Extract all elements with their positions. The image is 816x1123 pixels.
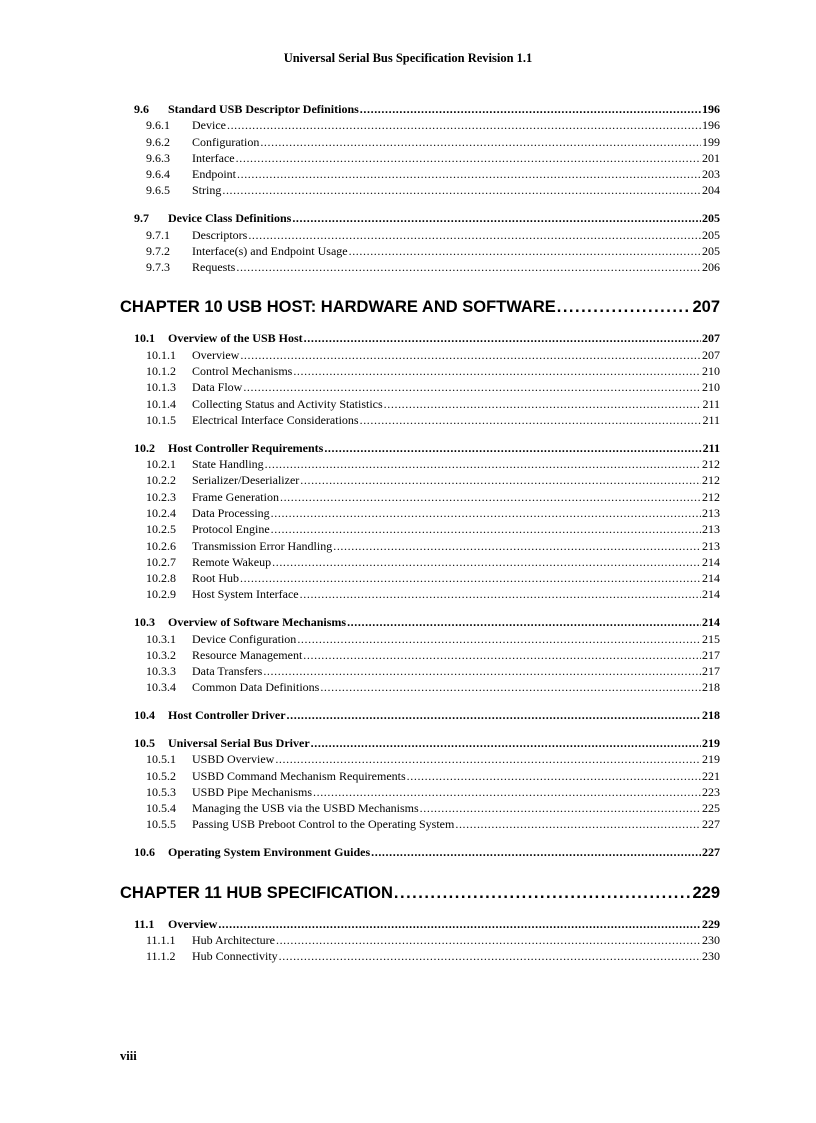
toc-entry-number: 10.3.3 — [146, 664, 176, 679]
toc-entry-page: 225 — [702, 801, 720, 816]
toc-subsection-entry[interactable] — [134, 505, 720, 521]
dot-leader — [304, 330, 701, 346]
toc-entry-page: 205 — [702, 211, 720, 226]
dot-leader — [394, 883, 692, 903]
toc-entry-title: Data Transfers — [192, 664, 263, 679]
toc-entry-page: 214 — [702, 615, 720, 630]
toc-subsection-entry[interactable] — [134, 182, 720, 198]
toc-entry-page: 210 — [702, 364, 720, 379]
toc-entry-title: Device — [192, 118, 226, 133]
toc-entry-title: Overview of Software Mechanisms — [168, 615, 347, 630]
toc-section-entry[interactable] — [134, 916, 720, 932]
toc-entry-title: String — [192, 183, 222, 198]
toc-entry-title: Serializer/Deserializer — [192, 473, 300, 488]
toc-entry-page: 201 — [702, 150, 720, 165]
toc-entry-page: 219 — [702, 736, 720, 750]
toc-entry-number: 10.5.4 — [146, 801, 176, 816]
toc-entry-title: Configuration — [192, 134, 260, 149]
toc-entry-title: Hub Architecture — [192, 932, 275, 947]
toc-entry-page: 219 — [702, 752, 720, 767]
toc-entry-page: 227 — [702, 817, 720, 832]
toc-entry-number: 10.1.4 — [146, 396, 176, 411]
toc-entry-page: 213 — [702, 538, 720, 553]
toc-section-entry[interactable] — [134, 210, 720, 226]
toc-entry-page: 230 — [702, 932, 720, 947]
toc-entry-page: 211 — [702, 412, 720, 427]
toc-entry-page: 212 — [702, 473, 720, 488]
dot-leader — [236, 150, 701, 166]
toc-entry-page: 218 — [702, 708, 720, 723]
toc-entry-title: Host System Interface — [192, 587, 299, 602]
toc-entry-title: Resource Management — [192, 647, 303, 662]
toc-subsection-entry[interactable] — [134, 363, 720, 379]
toc-subsection-entry[interactable] — [134, 472, 720, 488]
toc-entry-number: 11.1.2 — [146, 949, 176, 964]
toc-entry-number: 10.6 — [134, 845, 155, 860]
toc-entry-title: Managing the USB via the USBD Mechanisms — [192, 801, 419, 816]
toc-entry-number: 9.6.2 — [146, 134, 170, 149]
toc-entry-title: CHAPTER 11 HUB SPECIFICATION — [120, 883, 393, 902]
toc-entry-title: Overview — [192, 347, 240, 362]
toc-section-entry[interactable] — [134, 844, 720, 860]
toc-entry-title: Universal Serial Bus Driver — [168, 736, 310, 750]
toc-entry-page: 204 — [702, 183, 720, 198]
dot-leader — [324, 440, 701, 456]
dot-leader — [218, 916, 701, 932]
dot-leader — [240, 347, 701, 363]
toc-subsection-entry[interactable] — [134, 347, 720, 363]
toc-subsection-entry[interactable] — [134, 679, 720, 695]
toc-entry-title: USBD Overview — [192, 752, 275, 767]
toc-subsection-entry[interactable] — [134, 412, 720, 428]
toc-entry-title: Frame Generation — [192, 489, 279, 504]
toc-entry-page: 221 — [702, 768, 720, 783]
dot-leader — [557, 297, 692, 317]
toc-entry-page: 212 — [702, 457, 720, 472]
toc-entry-number: 10.2.4 — [146, 505, 176, 520]
toc-entry-number: 10.3.4 — [146, 680, 176, 695]
dot-leader — [272, 554, 701, 570]
toc-entry-title: Control Mechanisms — [192, 364, 293, 379]
toc-entry-page: 210 — [702, 380, 720, 395]
toc-entry-page: 229 — [702, 916, 720, 931]
toc-entry-page: 230 — [702, 949, 720, 964]
toc-subsection-entry[interactable] — [134, 243, 720, 259]
toc-entry-page: 217 — [702, 647, 720, 662]
toc-entry-number: 9.7.3 — [146, 260, 170, 275]
dot-leader — [237, 166, 701, 182]
dot-leader — [280, 489, 701, 505]
toc-entry-page: 207 — [702, 331, 720, 346]
toc-entry-page: 229 — [692, 883, 720, 902]
toc-entry-title: Transmission Error Handling — [192, 538, 333, 553]
toc-entry-number: 10.5 — [134, 736, 155, 750]
toc-subsection-entry[interactable] — [134, 663, 720, 679]
dot-leader — [384, 396, 702, 412]
toc-entry-title: Host Controller Requirements — [168, 440, 324, 455]
toc-entry-number: 10.2 — [134, 440, 155, 455]
dot-leader — [349, 243, 701, 259]
table-of-contents — [120, 101, 720, 964]
toc-subsection-entry[interactable] — [134, 166, 720, 182]
toc-section-entry[interactable] — [134, 330, 720, 346]
dot-leader — [276, 932, 701, 948]
toc-entry-title: Data Flow — [192, 380, 243, 395]
toc-subsection-entry[interactable] — [134, 227, 720, 243]
toc-entry-number: 9.6.5 — [146, 183, 170, 198]
toc-entry-title: Standard USB Descriptor Definitions — [168, 102, 359, 116]
toc-section-entry[interactable] — [134, 707, 720, 723]
toc-entry-number: 10.2.6 — [146, 538, 176, 553]
dot-leader — [265, 456, 701, 472]
toc-entry-title: Overview — [168, 916, 218, 931]
toc-chapter-entry[interactable] — [120, 297, 720, 317]
dot-leader — [311, 735, 701, 751]
toc-section-entry[interactable] — [134, 735, 720, 751]
toc-entry-number: 11.1 — [134, 916, 155, 931]
dot-leader — [287, 707, 701, 723]
toc-entry-page: 206 — [702, 260, 720, 275]
toc-entry-page: 196 — [702, 102, 720, 116]
toc-entry-number: 9.7 — [134, 211, 149, 226]
toc-entry-page: 196 — [702, 118, 720, 133]
dot-leader — [371, 844, 701, 860]
toc-entry-title: CHAPTER 10 USB HOST: HARDWARE AND SOFTWARE — [120, 298, 556, 317]
toc-entry-number: 10.2.5 — [146, 522, 176, 537]
dot-leader — [320, 679, 701, 695]
toc-entry-page: 214 — [702, 554, 720, 569]
toc-entry-number: 9.6.1 — [146, 118, 170, 133]
toc-entry-page: 217 — [702, 664, 720, 679]
toc-subsection-entry[interactable] — [134, 800, 720, 816]
dot-leader — [275, 751, 701, 767]
toc-chapter-entry[interactable] — [120, 883, 720, 903]
dot-leader — [300, 472, 701, 488]
toc-entry-title: Interface — [192, 150, 235, 165]
toc-entry-title: Requests — [192, 260, 236, 275]
toc-subsection-entry[interactable] — [134, 768, 720, 784]
dot-leader — [243, 379, 701, 395]
toc-entry-number: 10.5.3 — [146, 784, 176, 799]
toc-entry-title: Host Controller Driver — [168, 708, 286, 723]
toc-section-entry[interactable] — [134, 614, 720, 630]
toc-entry-page: 207 — [692, 298, 720, 317]
dot-leader — [293, 363, 701, 379]
toc-subsection-entry[interactable] — [134, 554, 720, 570]
toc-entry-number: 9.7.2 — [146, 243, 170, 258]
toc-entry-number: 10.5.5 — [146, 817, 176, 832]
dot-leader — [222, 182, 701, 198]
toc-subsection-entry[interactable] — [134, 396, 720, 412]
toc-subsection-entry[interactable] — [134, 134, 720, 150]
toc-entry-title: Interface(s) and Endpoint Usage — [192, 243, 348, 258]
toc-entry-title: Root Hub — [192, 571, 240, 586]
toc-section-entry[interactable] — [134, 440, 720, 456]
dot-leader — [300, 586, 701, 602]
toc-entry-page: 218 — [702, 680, 720, 695]
toc-entry-number: 9.6.4 — [146, 167, 170, 182]
toc-entry-title: Descriptors — [192, 227, 248, 242]
toc-entry-title: Collecting Status and Activity Statistics — [192, 396, 383, 411]
toc-entry-number: 10.2.8 — [146, 571, 176, 586]
toc-entry-number: 10.1.1 — [146, 347, 176, 362]
toc-subsection-entry[interactable] — [134, 259, 720, 275]
toc-entry-page: 223 — [702, 784, 720, 799]
toc-entry-page: 212 — [702, 489, 720, 504]
dot-leader — [313, 784, 701, 800]
dot-leader — [360, 101, 701, 117]
toc-entry-title: State Handling — [192, 457, 264, 472]
dot-leader — [292, 210, 701, 226]
toc-entry-number: 10.1.2 — [146, 364, 176, 379]
toc-entry-title: Data Processing — [192, 505, 270, 520]
toc-entry-title: Passing USB Preboot Control to the Operating System — [192, 817, 455, 832]
toc-entry-page: 227 — [702, 845, 720, 860]
toc-entry-title: Operating System Environment Guides — [168, 845, 371, 860]
toc-entry-number: 9.6.3 — [146, 150, 170, 165]
toc-entry-number: 10.1 — [134, 331, 155, 346]
toc-entry-title: Common Data Definitions — [192, 680, 320, 695]
toc-subsection-entry[interactable] — [134, 784, 720, 800]
toc-entry-page: 205 — [702, 227, 720, 242]
toc-entry-title: Device Configuration — [192, 631, 297, 646]
toc-subsection-entry[interactable] — [134, 150, 720, 166]
toc-entry-page: 211 — [702, 396, 720, 411]
dot-leader — [360, 412, 702, 428]
toc-subsection-entry[interactable] — [134, 117, 720, 133]
toc-entry-number: 10.5.2 — [146, 768, 176, 783]
toc-entry-number: 10.2.2 — [146, 473, 176, 488]
dot-leader — [227, 117, 701, 133]
toc-entry-number: 10.1.3 — [146, 380, 176, 395]
dot-leader — [271, 505, 701, 521]
dot-leader — [260, 134, 701, 150]
toc-subsection-entry[interactable] — [134, 521, 720, 537]
page-number: viii — [120, 1049, 137, 1063]
toc-entry-title: USBD Pipe Mechanisms — [192, 784, 312, 799]
toc-entry-page: 214 — [702, 587, 720, 602]
toc-entry-title: Remote Wakeup — [192, 554, 272, 569]
toc-entry-page: 213 — [702, 522, 720, 537]
toc-entry-number: 10.1.5 — [146, 412, 176, 427]
toc-entry-page: 207 — [702, 347, 720, 362]
dot-leader — [347, 614, 701, 630]
toc-subsection-entry[interactable] — [134, 489, 720, 505]
dot-leader — [407, 768, 701, 784]
toc-entry-number: 10.5.1 — [146, 752, 176, 767]
toc-subsection-entry[interactable] — [134, 586, 720, 602]
dot-leader — [279, 948, 701, 964]
page-header: Universal Serial Bus Specification Revision 1.1 — [283, 51, 533, 65]
toc-entry-page: 199 — [702, 134, 720, 149]
toc-subsection-entry[interactable] — [134, 570, 720, 586]
dot-leader — [240, 570, 701, 586]
toc-entry-page: 203 — [702, 167, 720, 182]
toc-entry-title: Endpoint — [192, 167, 236, 182]
dot-leader — [271, 521, 701, 537]
toc-entry-number: 10.4 — [134, 708, 155, 723]
dot-leader — [236, 259, 701, 275]
toc-subsection-entry[interactable] — [134, 456, 720, 472]
toc-entry-number: 10.3.1 — [146, 631, 176, 646]
toc-entry-number: 9.6 — [134, 102, 149, 116]
toc-entry-page: 213 — [702, 505, 720, 520]
toc-subsection-entry[interactable] — [134, 948, 720, 964]
toc-entry-number: 10.3.2 — [146, 647, 176, 662]
toc-subsection-entry[interactable] — [134, 379, 720, 395]
toc-entry-page: 215 — [702, 631, 720, 646]
toc-section-entry[interactable] — [134, 101, 720, 117]
toc-subsection-entry[interactable] — [134, 631, 720, 647]
dot-leader — [248, 227, 701, 243]
toc-entry-number: 10.2.3 — [146, 489, 176, 504]
dot-leader — [455, 816, 701, 832]
toc-subsection-entry[interactable] — [134, 538, 720, 554]
dot-leader — [297, 631, 701, 647]
toc-entry-number: 10.2.1 — [146, 457, 176, 472]
toc-entry-title: Protocol Engine — [192, 522, 270, 537]
dot-leader — [263, 663, 701, 679]
dot-leader — [420, 800, 701, 816]
dot-leader — [333, 538, 701, 554]
toc-entry-page: 214 — [702, 571, 720, 586]
toc-entry-title: Hub Connectivity — [192, 949, 278, 964]
toc-subsection-entry[interactable] — [134, 647, 720, 663]
toc-entry-title: Electrical Interface Considerations — [192, 412, 359, 427]
toc-subsection-entry[interactable] — [134, 816, 720, 832]
toc-subsection-entry[interactable] — [134, 932, 720, 948]
toc-entry-title: Device Class Definitions — [168, 211, 292, 226]
toc-subsection-entry[interactable] — [134, 751, 720, 767]
toc-entry-title: USBD Command Mechanism Requirements — [192, 768, 406, 783]
toc-entry-number: 10.2.9 — [146, 587, 176, 602]
dot-leader — [303, 647, 701, 663]
toc-entry-page: 211 — [702, 440, 720, 455]
toc-entry-title: Overview of the USB Host — [168, 331, 303, 346]
toc-entry-number: 10.3 — [134, 615, 155, 630]
toc-entry-number: 11.1.1 — [146, 932, 176, 947]
toc-entry-number: 10.2.7 — [146, 554, 176, 569]
toc-entry-page: 205 — [702, 243, 720, 258]
toc-entry-number: 9.7.1 — [146, 227, 170, 242]
